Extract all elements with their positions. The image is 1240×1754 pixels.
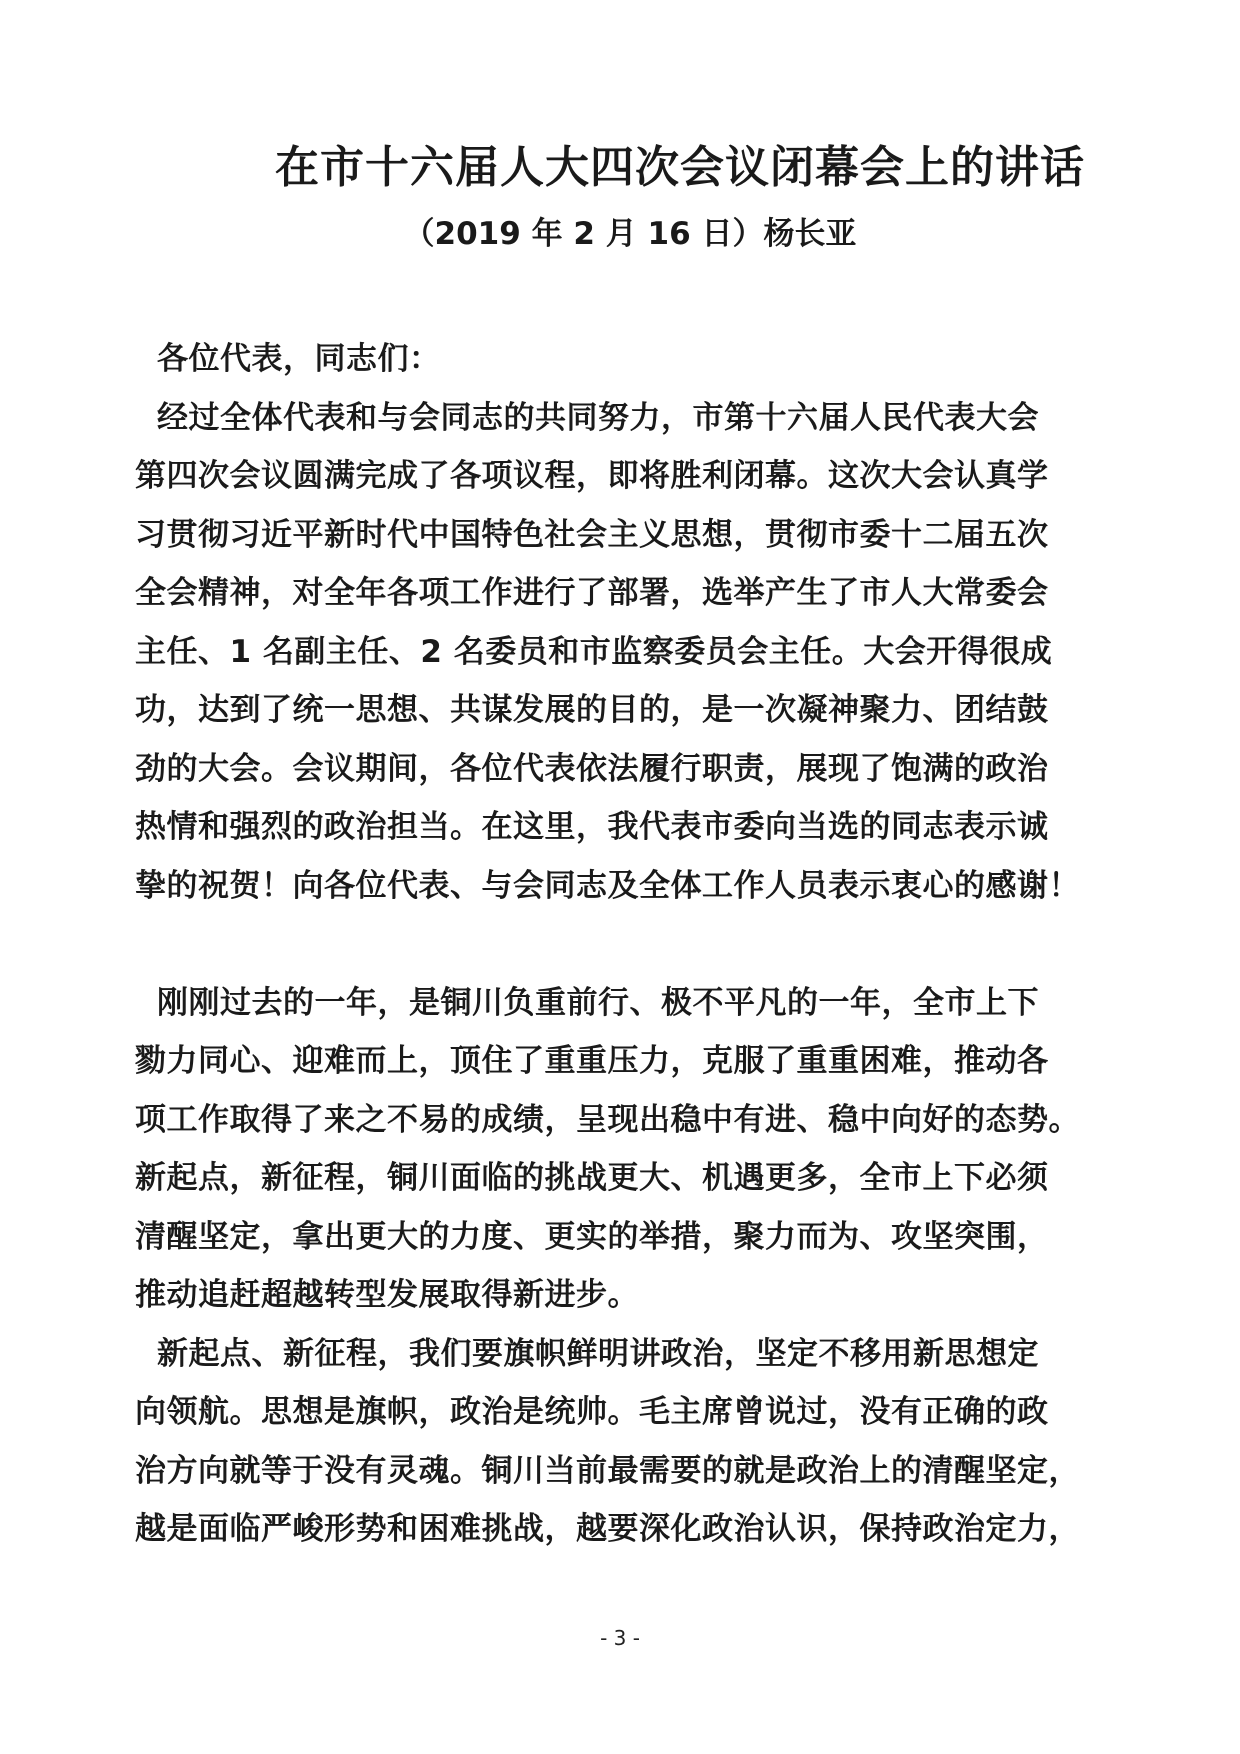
paragraph-gap — [135, 915, 1125, 974]
paragraph-line: 全会精神，对全年各项工作进行了部署，选举产生了市人大常委会 — [135, 575, 1049, 611]
paragraph-line: 治方向就等于没有灵魂。铜川当前最需要的就是政治上的清醒坚定， — [135, 1452, 1080, 1489]
speech-body — [135, 330, 1125, 1559]
paragraph-line: 热情和强烈的政治担当。在这里，我代表市委向当选的同志表示诚 — [135, 809, 1049, 845]
page-number: - 3 - — [600, 1626, 640, 1650]
paragraph-line: 新起点、新征程，我们要旗帜鲜明讲政治，坚定不移用新思想定 — [157, 1335, 1039, 1372]
paragraph-line: 推动追赶超越转型发展取得新进步。 — [135, 1277, 639, 1313]
paragraph-line: 习贯彻习近平新时代中国特色社会主义思想，贯彻市委十二届五次 — [135, 516, 1049, 553]
page-title: 在市十六届人大四次会议闭幕会上的讲话 — [275, 142, 1085, 193]
body-paragraph — [135, 1325, 1125, 1559]
paragraph-line: 功，达到了统一思想、共谋发展的目的，是一次凝神聚力、团结鼓 — [135, 692, 1049, 728]
paragraph-line: 经过全体代表和与会同志的共同努力，市第十六届人民代表大会 — [157, 399, 1039, 436]
body-paragraph — [135, 974, 1125, 1325]
paragraph-line: 越是面临严峻形势和困难挑战，越要深化政治认识，保持政治定力， — [135, 1511, 1080, 1547]
paragraph-line: 劲的大会。会议期间，各位代表依法履行职责，展现了饱满的政治 — [135, 750, 1049, 787]
paragraph-line: 第四次会议圆满完成了各项议程，即将胜利闭幕。这次大会认真学 — [135, 458, 1049, 494]
paragraph-line: 勠力同心、迎难而上，顶住了重重压力，克服了重重困难，推动各 — [135, 1043, 1049, 1079]
salutation-paragraph — [135, 330, 1125, 389]
paragraph-line: 各位代表，同志们： — [157, 341, 441, 377]
paragraph-line: 挚的祝贺！向各位代表、与会同志及全体工作人员表示衷心的感谢！ — [135, 867, 1080, 904]
paragraph-line: 刚刚过去的一年，是铜川负重前行、极不平凡的一年，全市上下 — [157, 984, 1039, 1021]
paragraph-line: 主任、1 名副主任、2 名委员和市监察委员会主任。大会开得很成 — [135, 633, 1053, 670]
paragraph-line: 清醒坚定，拿出更大的力度、更实的举措，聚力而为、攻坚突围， — [135, 1218, 1049, 1255]
paragraph-line: 项工作取得了来之不易的成绩，呈现出稳中有进、稳中向好的态势。 — [135, 1101, 1080, 1138]
page-subtitle: （2019 年 2 月 16 日）杨长亚 — [403, 216, 857, 252]
body-paragraph — [135, 389, 1125, 916]
paragraph-line: 向领航。思想是旗帜，政治是统帅。毛主席曾说过，没有正确的政 — [135, 1394, 1049, 1430]
paragraph-line: 新起点，新征程，铜川面临的挑战更大、机遇更多，全市上下必须 — [135, 1160, 1049, 1196]
